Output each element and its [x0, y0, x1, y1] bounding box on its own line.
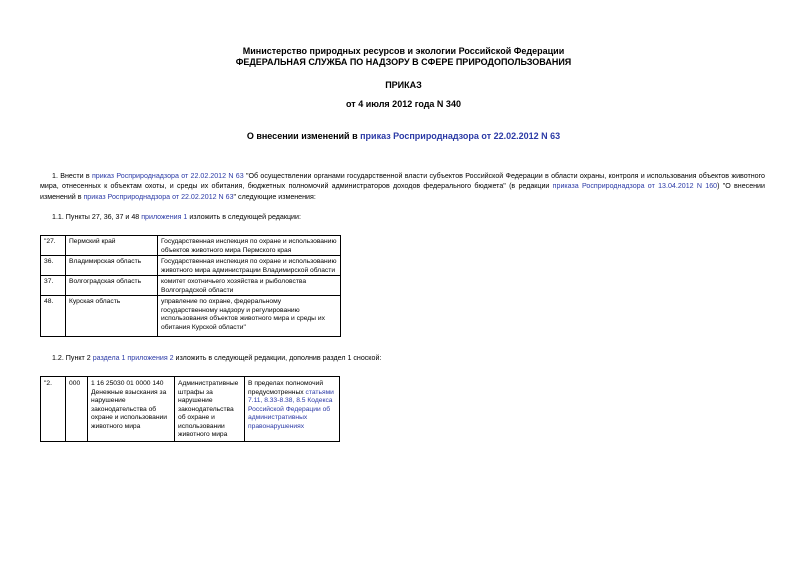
region-cell: Владимирская область [66, 256, 158, 276]
table-row [41, 236, 341, 256]
title-text: О внесении изменений в [246, 131, 361, 141]
document-date-number: от 4 июля 2012 года N 340 [346, 99, 461, 109]
regions-authorities-table [40, 235, 341, 337]
row-number-cell: "27. [41, 236, 66, 256]
link-appendix-1[interactable]: приложения 1 [141, 213, 188, 221]
link-order-160[interactable]: приказа Росприроднадзора от 13.04.2012 N 160 [552, 182, 718, 191]
budget-income-table [40, 376, 340, 442]
authority-cell: Государственная инспекция по охране и использованию животного мира администрации Владимирской области [158, 256, 341, 276]
row-number-cell: 37. [41, 276, 66, 296]
link-koap-articles[interactable]: статьями 7.11, 8.33-8.38, 8.5 Кодекса Российской Федерации об административных правонарушениях [248, 388, 334, 430]
ministry-name: Министерство природных ресурсов и экологии Российской Федерации [242, 46, 565, 56]
item-1-1-text: 1.1. Пункты 27, 36, 37 и 48 [52, 213, 142, 221]
item-1-2-text: 1.2. Пункт 2 [52, 354, 93, 362]
item-1-text: " следующие изменения: [233, 192, 316, 201]
table-row [41, 296, 341, 337]
item-1-text: ) "О внесении изменений в [40, 182, 765, 201]
item-1-text: 1. Внести в [52, 172, 92, 180]
table-row [41, 377, 340, 442]
link-order-63[interactable]: приказ Росприроднадзора от 22.02.2012 N 63 [91, 172, 244, 180]
region-cell: Волгоградская область [66, 276, 158, 296]
item-1-text: "Об осуществлении органами государственной власти субъектов Российской Федерации в области охраны, контроля и использования объектов животного мира, отнесенных к объектам охоты, и среды их обитания, бюджетных полномочий администраторов доходов федерального бюджета" (в редакции [40, 172, 765, 191]
item-1-paragraph [40, 171, 765, 202]
authority-cell: комитет охотничьего хозяйства и рыболовства Волгоградской области [158, 276, 341, 296]
item-1-1-paragraph [40, 212, 765, 222]
title-link-order-63[interactable]: приказ Росприроднадзора от 22.02.2012 N 63 [360, 131, 561, 141]
powers-text: В пределах полномочий предусмотренных [248, 380, 324, 396]
item-1-1-text: изложить в следующей редакции: [187, 213, 301, 221]
powers-cell [245, 377, 340, 442]
link-section-1-appendix-2[interactable]: раздела 1 приложения 2 [92, 354, 174, 362]
document-type: ПРИКАЗ [385, 80, 422, 90]
table-row [41, 256, 341, 276]
document-title [0, 131, 807, 142]
authority-cell: управление по охране, федеральному государственному надзору и регулированию использования объектов животного мира и среды их обитания Курской области" [158, 296, 341, 337]
row-number-cell: 48. [41, 296, 66, 337]
admin-code-cell: 000 [66, 377, 88, 442]
item-1-2-text: изложить в следующей редакции, дополнив раздел 1 сноской: [173, 354, 382, 362]
kbk-cell: 1 16 25030 01 0000 140 Денежные взыскания за нарушение законодательства об охране и использовании животного мира [88, 377, 175, 442]
row-number-cell: 36. [41, 256, 66, 276]
authority-cell: Государственная инспекция по охране и использованию объектов животного мира Пермского края [158, 236, 341, 256]
table-row [41, 276, 341, 296]
row-number-cell: "2. [41, 377, 66, 442]
link-order-63[interactable]: приказ Росприроднадзора от 22.02.2012 N 63 [83, 192, 234, 201]
service-name: ФЕДЕРАЛЬНАЯ СЛУЖБА ПО НАДЗОРУ В СФЕРЕ ПРИРОДОПОЛЬЗОВАНИЯ [235, 57, 572, 67]
region-cell: Курская область [66, 296, 158, 337]
income-type-cell: Административные штрафы за нарушение законодательства об охране и использовании животного мира [175, 377, 245, 442]
region-cell: Пермский край [66, 236, 158, 256]
item-1-2-paragraph [40, 353, 765, 363]
